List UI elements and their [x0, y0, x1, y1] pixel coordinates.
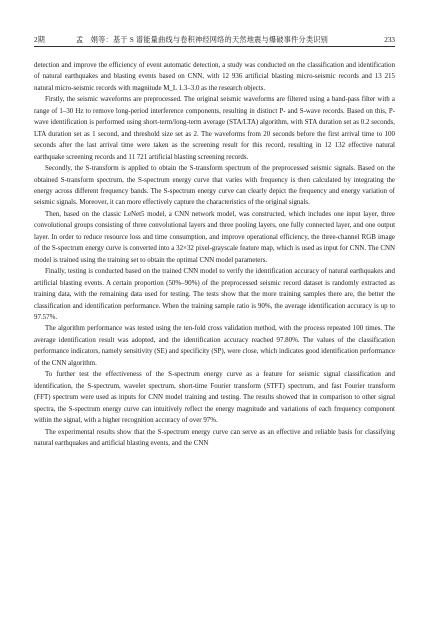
paragraph-4: Then, based on the classic LeNet5 model, a CNN network model, was constructed, which includes one input layer, three convolutional groups consisting of three convolutional layers and three pooling layers, one fully connected layer, and one output layer. In order to reduce resource loss and time consumption, and improve operational efficiency, the three-channel RGB image of the S-spectrum energy curve is converted into a 32×32 pixel-grayscale feature map, which is used as input for CNN. The CNN model is trained using the training set to obtain the optimal CNN model parameters. [34, 209, 395, 264]
paragraph-5: Finally, testing is conducted based on the trained CNN model to verify the identification accuracy of natural earthquakes and artificial blasting events. A certain proportion (50%–90%) of the preprocessed seismic record dataset is randomly extracted as training data, with the remaining data used for testing. The tests show that the more training samples there are, the better the classification and identification performance. When the training sample ratio is 90%, the average identification accuracy is up to 97.57%. [34, 267, 395, 321]
paragraph-8: The experimental results show that the S-spectrum energy curve can serve as an effective and reliable basis for classifying natural earthquakes and artificial blasting events, and the CNN [34, 427, 395, 447]
running-head [34, 34, 395, 47]
author-title-header: 孟 娟等：基于 S 谱能量曲线与卷积神经网络的天然地震与爆破事件分类识别 [76, 36, 328, 44]
page-number: 233 [384, 36, 395, 44]
paragraph-1: detection and improve the efficiency of event automatic detection, a study was conducted on the classification and identification of natural earthquakes and blasting events based on CNN, with 12 936 artificial blasting micro-seismic records and 13 215 natural micro-seismic records with magnitude M_L 1.3–3.0 as the research objects. [34, 61, 395, 92]
paragraph-3: Secondly, the S-transform is applied to obtain the S-transform spectrum of the preprocessed seismic signals. Based on the obtained S-transform spectrum, the S-spectrum energy curve that varies with frequency is then calculated by integrating the energy across different frequency bands. The S-spectrum energy curve can clearly depict the frequency and energy variation of seismic signals. Moreover, it can more effectively capture the characteristics of the original signals. [34, 164, 395, 207]
paper-page [34, 34, 395, 624]
issue-number: 2期 [34, 36, 45, 44]
paragraph-7: To further test the effectiveness of the S-spectrum energy curve as a feature for seismic signal classification and identification, the S-spectrum, wavelet spectrum, short-time Fourier transform (STFT) spectrum, and fast Fourier transform (FFT) spectrum were used as inputs for CNN model training and testing. The results showed that in comparison to other signal spectra, the S-spectrum energy curve can intuitively reflect the energy magnitude and variations of each frequency component within the signal, with a higher recognition accuracy of over 97%. [34, 370, 395, 425]
paragraph-6: The algorithm performance was tested using the ten-fold cross validation method, with the process repeated 100 times. The average identification result was adopted, and the identification accuracy reached 97.80%. The values of the classification performance indicators, namely sensitivity (SE) and specificity (SP), were close, which indicates good identification performance of the CNN algorithm. [34, 324, 395, 367]
paragraph-2: Firstly, the seismic waveforms are preprocessed. The original seismic waveforms are filtered using a band-pass filter with a range of 1–30 Hz to remove long-period interference components, resulting in distinct P- and S-wave records. Based on this, P-wave identification is performed using short-term/long-term average (STA/LTA) algorithm, with STA duration set as 0.2 seconds, LTA duration set as 1 second, and threshold size set as 2. The waveforms from 20 seconds before the first arrival time to 100 seconds after the last arrival time were taken as the screening result for this record, resulting in 12 132 effective natural earthquake screening records and 11 721 artificial blasting screening records. [34, 95, 395, 161]
abstract-body [34, 60, 395, 449]
